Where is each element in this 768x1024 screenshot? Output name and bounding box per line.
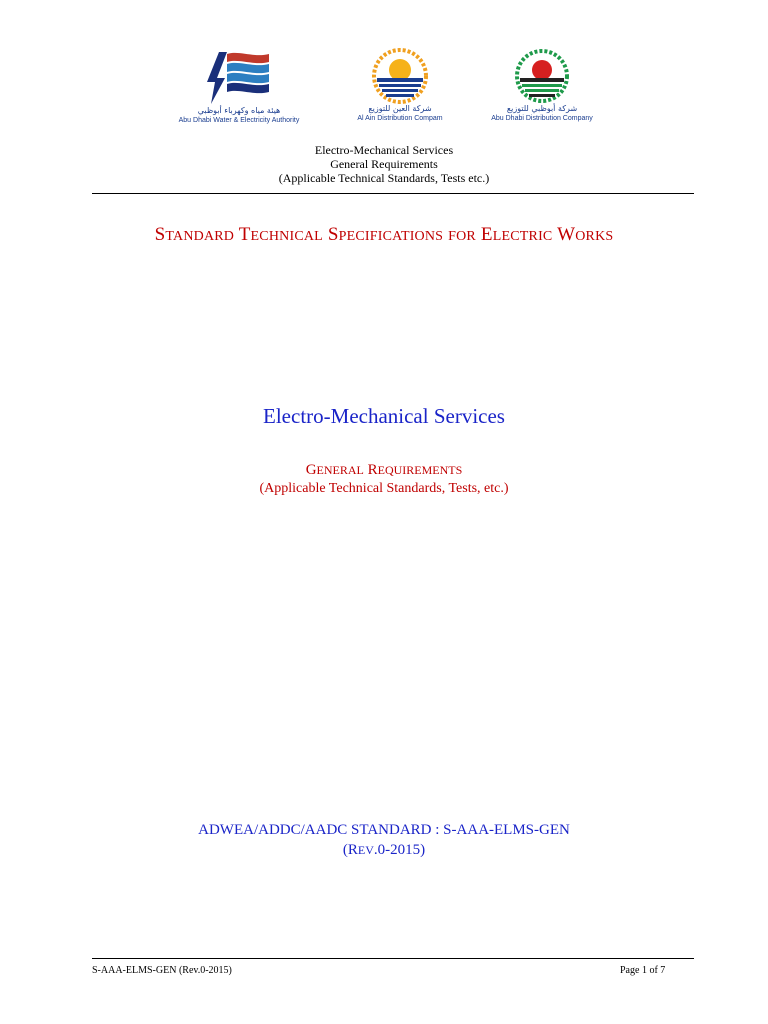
footer-document-code: S-AAA-ELMS-GEN (Rev.0-2015) xyxy=(92,965,232,976)
page-total: 7 xyxy=(660,965,666,976)
standard-code-line: ADWEA/ADDC/AADC STANDARD : S-AAA-ELMS-GEN xyxy=(198,822,570,838)
header-line-3: (Applicable Technical Standards, Tests etc.) xyxy=(278,171,490,185)
title-rest: PECIFICATIONS xyxy=(338,229,444,244)
addc-english-name: Abu Dhabi Distribution Company xyxy=(491,115,593,122)
footer-divider xyxy=(92,958,694,959)
addc-logo xyxy=(482,48,602,123)
gr-rest: EQUIREMENTS xyxy=(377,463,463,477)
header-line-1: Electro-Mechanical Services xyxy=(314,143,454,157)
title-rest: TANDARD xyxy=(165,229,235,244)
title-rest: LECTRIC xyxy=(492,229,553,244)
aadc-english-name: Al Ain Distribution Compam xyxy=(357,115,443,122)
rev-open: (R xyxy=(342,842,358,858)
header-line-2: General Requirements xyxy=(330,157,438,171)
adwea-logo xyxy=(164,48,314,125)
revision-line xyxy=(0,840,768,860)
title-rest: FOR xyxy=(448,229,476,244)
title-cap: W xyxy=(557,224,576,245)
main-title xyxy=(0,224,768,246)
title-cap: S xyxy=(327,224,339,245)
gr-cap: R xyxy=(367,462,378,478)
document-header xyxy=(0,143,768,185)
page-current: 1 xyxy=(641,965,647,976)
adwea-english-name: Abu Dhabi Water & Electricity Authority xyxy=(178,117,300,124)
general-requirements xyxy=(0,462,768,497)
title-cap: T xyxy=(238,224,251,245)
title-rest: ECHNICAL xyxy=(250,229,323,244)
rev-rest: .0-2015) xyxy=(373,842,426,858)
title-cap: E xyxy=(480,224,493,245)
header-divider xyxy=(92,193,694,194)
page-label: Page xyxy=(620,965,640,976)
title-cap: S xyxy=(154,224,166,245)
aadc-arabic-name: شركة العين للتوزيع xyxy=(368,104,432,113)
gr-rest: ENERAL xyxy=(316,463,364,477)
adwea-flag-icon xyxy=(199,48,279,106)
standard-code xyxy=(0,820,768,860)
gr-cap: G xyxy=(305,462,317,478)
subtitle: Electro-Mechanical Services xyxy=(263,404,505,428)
logo-row xyxy=(0,48,768,138)
adwea-arabic-name: هيئة مياه وكهرباء أبوظبي xyxy=(197,106,281,115)
rev-small: EV xyxy=(357,843,374,857)
general-requirements-subtitle: (Applicable Technical Standards, Tests, etc.) xyxy=(259,481,509,496)
general-requirements-title xyxy=(0,462,768,479)
aadc-sun-icon xyxy=(371,48,429,104)
addc-sun-icon xyxy=(514,48,570,104)
addc-arabic-name: شركة أبوظبي للتوزيع xyxy=(506,104,578,113)
title-rest: ORKS xyxy=(575,229,614,244)
of-label: of xyxy=(649,965,658,976)
footer-page-number xyxy=(620,965,665,976)
aadc-logo xyxy=(340,48,460,123)
